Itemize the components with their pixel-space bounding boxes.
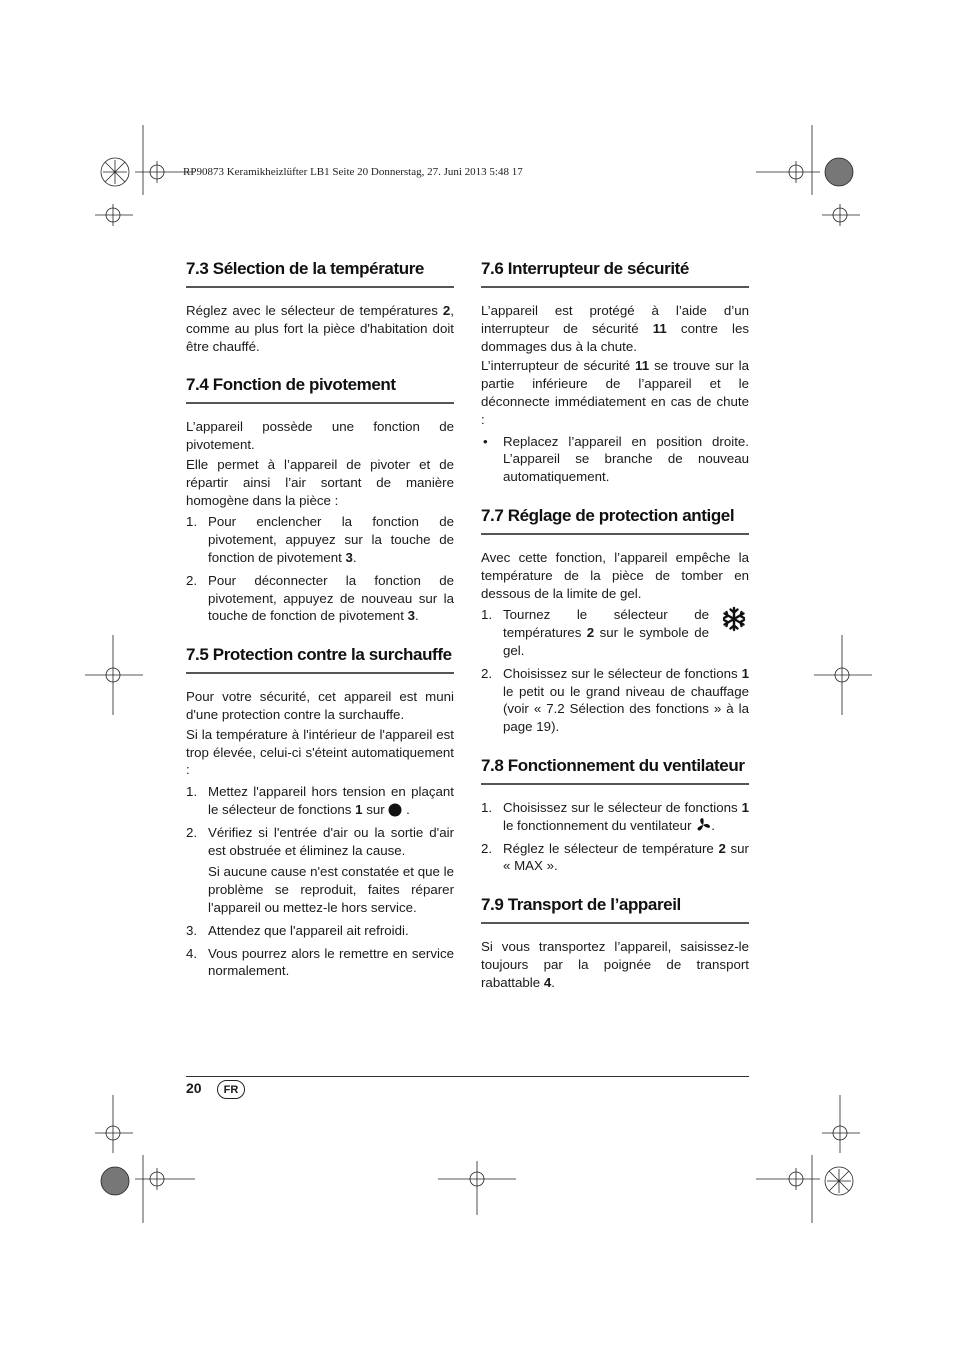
part-number: 11 [635,358,650,374]
sub-paragraph: Si aucune cause n'est constatée et que le problème se reproduit, faites réparer l'appareil ou mettez-le hors service. [208,864,454,915]
part-number: 4 [543,974,552,990]
bullet: • [483,433,488,449]
text: Pour enclencher la fonction de pivotement, appuyez sur la touche de fonction de pivotement [208,514,454,565]
registration-mark-bottom-right [750,1095,860,1225]
numbered-list [481,799,749,875]
text: , comme au plus fort la pièce d'habitation doit être chauffé. [186,303,454,354]
registration-mark-right-middle [812,635,872,715]
list-item [186,572,454,625]
numbered-list [481,606,749,736]
paragraph: L’appareil possède une fonction de pivotement. [186,419,454,453]
text: Attendez que l'appareil ait refroidi. [208,922,409,938]
bullet-list [481,433,749,486]
text: Si vous transportez l’appareil, saisissez-le toujours par la poignée de transport rabattable [481,939,749,990]
text: Mettez l'appareil hors tension en plaçant le sélecteur de fonctions [208,784,454,817]
item-number: 1. [186,514,198,530]
numbered-list [186,513,454,625]
part-number: 2 [586,625,595,641]
section-title: 7.3 Sélection de la température [186,258,454,288]
part-number: 3 [407,608,415,624]
list-item [186,824,454,917]
paragraph [481,938,749,991]
list-item [186,922,454,940]
text: le petit ou le grand niveau de chauffage (voir « 7.2 Sélection des fonctions » à la page 19). [503,683,749,735]
right-column [481,258,749,1011]
item-number: 1. [186,784,198,800]
fan-icon [695,817,711,833]
part-number: 11 [652,320,667,336]
text: . [551,974,555,990]
part-number: 2 [442,303,451,318]
paragraph: Avec cette fonction, l’appareil empêche la température de la pièce de tomber en dessous de la limite de gel. [481,549,749,601]
item-number: 2. [481,840,493,856]
part-number: 1 [355,801,363,817]
list-item [481,433,749,486]
section-title: 7.9 Transport de l’appareil [481,894,749,924]
text: sur [362,801,385,817]
text: Replacez l’appareil en position droite. L’appareil se branche de nouveau automatiquement. [503,433,749,485]
item-number: 2. [186,572,198,588]
text: sur le symbole de gel. [503,625,709,658]
text: Vérifiez si l'entrée d'air ou la sortie d'air est obstruée et éliminez la cause. [208,824,454,858]
paragraph [481,357,749,428]
text: Vous pourrez alors le remettre en service normalement. [208,945,454,979]
text: . [415,608,419,624]
list-item [481,665,749,736]
section-title: 7.4 Fonction de pivotement [186,374,454,404]
text: contre les dommages dus à la chute. [481,320,750,354]
part-number: 1 [741,799,749,815]
item-number: 2. [186,824,198,840]
text: Choisissez sur le sélecteur de fonctions [503,665,742,681]
text: Tournez le sélecteur de températures [503,607,709,641]
footer-rule [186,1076,749,1077]
section-7-3 [186,258,454,355]
text: Réglez avec le sélecteur de températures [186,303,443,318]
item-number: 1. [481,607,493,623]
snowflake-icon [721,606,747,632]
numbered-list [186,783,454,980]
list-item [481,606,749,659]
paragraph: Elle permet à l’appareil de pivoter et de répartir ainsi l’air sortant de manière homogène dans la pièce : [186,456,454,508]
section-title: 7.8 Fonctionnement du ventilateur [481,755,749,785]
section-7-4 [186,374,454,625]
paragraph: Si la température à l'intérieur de l'appareil est trop élevée, celui-ci s'éteint automatiquement : [186,726,454,778]
list-item [186,513,454,566]
item-number: 3. [186,922,198,938]
registration-mark-top-right [750,125,860,235]
section-7-8 [481,755,749,875]
item-number: 1. [481,799,493,815]
section-7-9 [481,894,749,991]
print-header: RP90873 Keramikheizlüfter LB1 Seite 20 Donnerstag, 27. Juni 2013 5:48 17 [183,166,523,178]
part-number: 1 [741,665,749,681]
text: Réglez le sélecteur de température [503,840,719,856]
section-7-5 [186,644,454,980]
text: se trouve sur la partie inférieure de l’appareil et le déconnecte immédiatement en cas de chute : [481,358,749,427]
paragraph: Pour votre sécurité, cet appareil est muni d'une protection contre la surchauffe. [186,689,454,722]
text: L’interrupteur de sécurité [481,358,636,374]
text: . [711,817,715,833]
part-number: 2 [718,840,726,856]
text: . [352,549,357,565]
registration-mark-bottom-center [438,1155,518,1215]
list-item [481,799,749,835]
text: le fonctionnement du ventilateur [503,817,692,833]
item-number: 4. [186,945,198,961]
list-item [186,945,454,981]
registration-mark-bottom-left [95,1095,205,1225]
text: sur « MAX ». [503,840,749,874]
section-title: 7.5 Protection contre la surchauffe [186,644,454,674]
language-badge: FR [217,1080,245,1099]
list-item [481,840,749,876]
registration-mark-top-left [95,125,205,235]
text: Choisissez sur le sélecteur de fonctions [503,799,742,815]
part-number: 3 [345,549,353,565]
text: . [406,801,410,817]
section-title: 7.7 Réglage de protection antigel [481,505,749,535]
section-title: 7.6 Interrupteur de sécurité [481,258,749,288]
paragraph [186,302,454,355]
list-item [186,783,454,819]
item-number: 2. [481,665,493,681]
text: L’appareil est protégé à l’aide d’un interrupteur de sécurité [481,303,749,336]
section-7-6 [481,258,749,486]
section-7-7 [481,505,749,736]
page-number: 20 [186,1080,202,1096]
registration-mark-left-middle [85,635,145,715]
paragraph [481,302,749,355]
filled-circle-icon [388,803,402,817]
left-column [186,258,454,999]
text: Pour déconnecter la fonction de pivotement, appuyez de nouveau sur la touche de fonction de pivotement [208,572,454,624]
